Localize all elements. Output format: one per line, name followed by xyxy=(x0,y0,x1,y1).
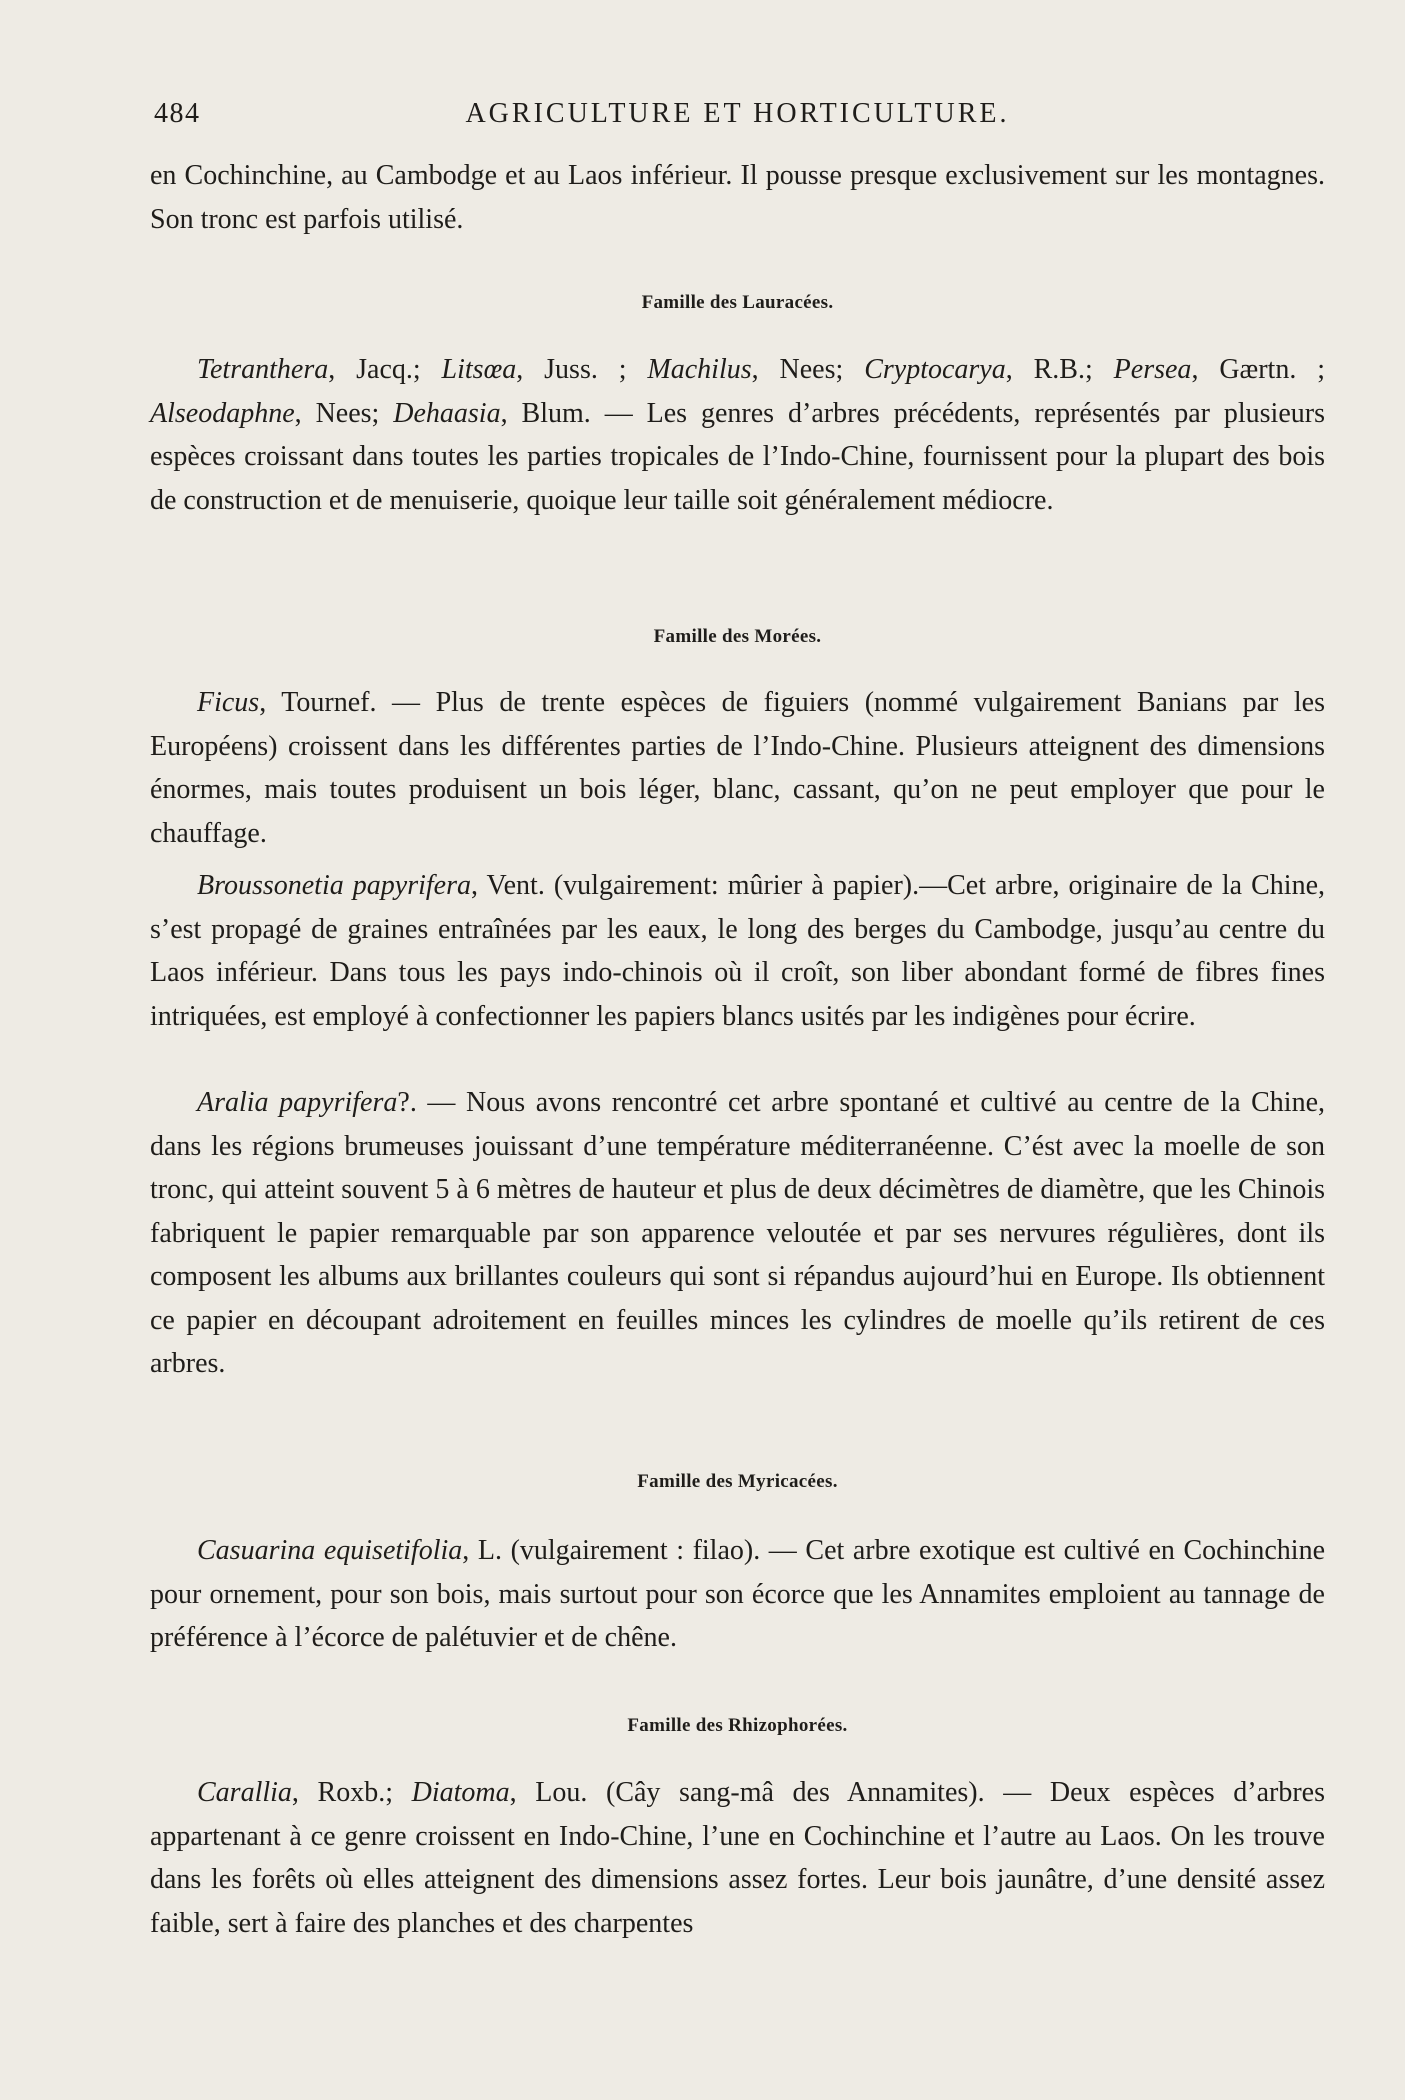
authority-text: , Jacq.; xyxy=(328,354,442,385)
species-name: Broussonetia papyrifera xyxy=(197,870,471,901)
body-text: , Tournef. — Plus de trente espèces de figuiers (nommé vulgairement Banians par les Européens) croissent dans les différentes parties de l’Indo-Chine. Plusieurs atteignent des dimensions énormes, mais toutes produisent un bois léger, blanc, cassant, qu’on ne peut employer que pour le chauffage. xyxy=(150,687,1325,849)
genus-name: Cryptocarya xyxy=(864,354,1006,385)
running-title: AGRICULTURE ET HORTICULTURE. xyxy=(465,98,1010,129)
body-text: , Lou. (Cây sang-mâ des Annamites). — Deux espèces d’arbres appartenant à ce genre croissent en Indo-Chine, l’une en Cochinchine et l’autre au Laos. On les trouve dans les forêts où elles atteignent des dimensions assez fortes. Leur bois jaunâtre, d’une densité assez faible, sert à faire des planches et des charpentes xyxy=(150,1777,1325,1939)
authority-text: , Nees; xyxy=(751,354,865,385)
page-header xyxy=(150,98,1325,138)
species-name: Casuarina equisetifolia xyxy=(197,1535,463,1566)
authority-text: , Nees; xyxy=(294,397,394,429)
heading-morees: Famille des Morées. xyxy=(653,626,822,647)
genus-name: Tetranthera xyxy=(197,354,329,385)
species-name: Aralia papyrifera xyxy=(197,1087,398,1118)
genus-name: Machilus xyxy=(647,354,752,385)
paragraph-ficus xyxy=(150,681,1325,855)
paragraph-aralia xyxy=(150,1081,1325,1386)
genus-name: Litsœa xyxy=(441,354,517,385)
heading-lauracees: Famille des Lauracées. xyxy=(641,292,834,313)
authority-text: , Juss. ; xyxy=(516,354,648,385)
body-text: ?. — Nous avons rencontré cet arbre spontané et cultivé au centre de la Chine, dans les régions brumeuses jouissant d’une température méditerranéenne. C’ést avec la moelle de son tronc, qui atteint souvent 5 à 6 mètres de hauteur et plus de deux décimètres de diamètre, que les Chinois fabriquent le papier remarquable par son apparence veloutée et par ses nervures régulières, dont ils composent les albums aux brillantes couleurs qui sont si répandus aujourd’hui en Europe. Ils obtiennent ce papier en découpant adroitement en feuilles minces les cylindres de moelle qu’ils retirent de ces arbres. xyxy=(150,1087,1326,1379)
authority-text: , Gærtn. ; xyxy=(1191,354,1326,385)
paragraph-carallia xyxy=(150,1771,1325,1945)
genus-name: Carallia xyxy=(197,1777,292,1808)
genus-name: Persea xyxy=(1113,354,1192,385)
genus-name: Diatoma xyxy=(411,1777,510,1808)
body-text: , Vent. (vulgairement: mûrier à papier).—Cet arbre, originaire de la Chine, s’est propagé de graines entraînées par les eaux, le long des berges du Cambodge, jusqu’au centre du Laos inférieur. Dans tous les pays indo-chinois où il croît, son liber abondant formé de fibres fines intriquées, est employé à confectionner les papiers blancs usités par les indigènes pour écrire. xyxy=(150,870,1325,1032)
authority-text: , Roxb.; xyxy=(291,1777,412,1808)
paragraph-casuarina xyxy=(150,1529,1325,1660)
continued-paragraph: en Cochinchine, au Cambodge et au Laos inférieur. Il pousse presque exclusivement sur les montagnes. Son tronc est parfois utilisé. xyxy=(150,160,1325,235)
paragraph-lauracees xyxy=(150,348,1325,522)
genus-name: Ficus xyxy=(197,687,260,718)
genus-name: Alseodaphne xyxy=(150,397,295,429)
genus-name: Dehaasia xyxy=(393,397,501,429)
paragraph-broussonetia xyxy=(150,864,1325,1038)
body-text: , Blum. — Les genres d’arbres précédents, représentés par plusieurs espèces croissant dans toutes les parties tropicales de l’Indo-Chine, fournissent pour la plupart des bois de construction et de menuiserie, quoique leur taille soit généralement médiocre. xyxy=(150,397,1325,516)
page-number: 484 xyxy=(154,98,201,129)
heading-myricacees: Famille des Myricacées. xyxy=(637,1471,838,1492)
body-text: , L. (vulgairement : filao). — Cet arbre exotique est cultivé en Cochinchine pour ornement, pour son bois, mais surtout pour son écorce que les Annamites emploient au tannage de préférence à l’écorce de palétuvier et de chêne. xyxy=(150,1535,1326,1653)
authority-text: , R.B.; xyxy=(1005,354,1114,385)
heading-rhizophorees: Famille des Rhizophorées. xyxy=(627,1715,848,1736)
